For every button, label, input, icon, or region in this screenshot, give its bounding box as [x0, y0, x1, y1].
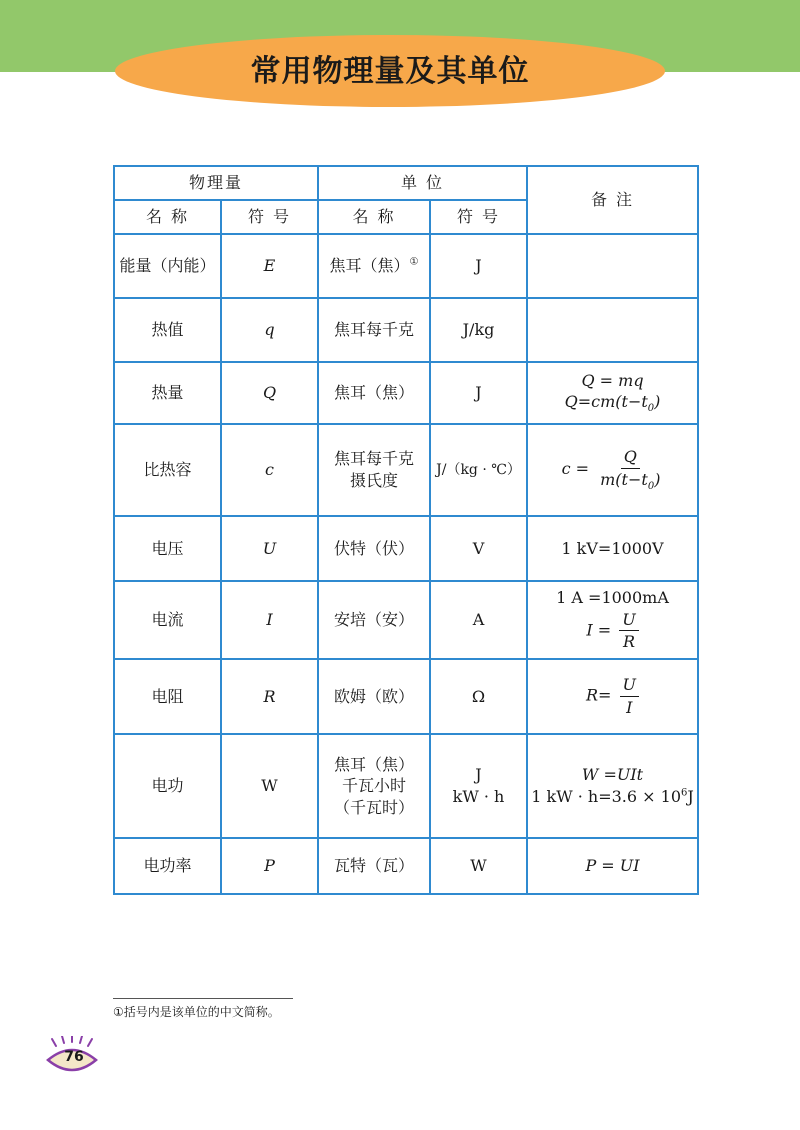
table-row	[114, 659, 698, 734]
unit-symbol: J/kg	[430, 298, 527, 362]
header-row-group	[114, 166, 698, 200]
table-row	[114, 581, 698, 659]
unit-symbol: J	[430, 362, 527, 424]
fraction-denominator: I	[626, 698, 633, 717]
remark	[527, 581, 698, 659]
quantity-name: 比热容	[114, 424, 221, 516]
quantity-name: 电阻	[114, 659, 221, 734]
unit-name: 瓦特（瓦）	[318, 838, 430, 894]
unit-name: 安培（安）	[318, 581, 430, 659]
unit-name: 焦耳（焦）	[318, 362, 430, 424]
unit-name-line: 摄氏度	[350, 471, 399, 490]
quantity-symbol: E	[221, 234, 318, 298]
header-quantity: 物理量	[114, 166, 318, 200]
formula-subscript: 0	[647, 403, 655, 415]
header-remark: 备 注	[527, 166, 698, 234]
formula-subscript: 0	[647, 481, 655, 493]
formula-text: Q=cm(t−t	[564, 392, 648, 412]
unit-name-line: 焦耳（焦）	[334, 754, 415, 774]
quantity-name: 电流	[114, 581, 221, 659]
unit-name-text: 焦耳（焦）	[329, 256, 410, 276]
quantity-symbol: c	[221, 424, 318, 516]
formula-line	[528, 786, 697, 808]
quantity-name: 能量（内能）	[114, 234, 221, 298]
formula-text: 1 kW · h=3.6 × 10	[531, 787, 681, 806]
formula-line	[528, 391, 697, 416]
units-table	[113, 165, 699, 895]
table-row	[114, 234, 698, 298]
unit-symbol-line: kW · h	[452, 787, 505, 806]
fraction	[620, 674, 639, 718]
fraction	[619, 609, 638, 653]
quantity-symbol: W	[221, 734, 318, 838]
quantity-name: 热值	[114, 298, 221, 362]
remark	[527, 734, 698, 838]
quantity-symbol: U	[221, 516, 318, 581]
fraction-numerator: U	[619, 609, 638, 632]
fraction	[597, 446, 663, 493]
formula-line: Q = mq	[581, 370, 644, 390]
remark	[527, 659, 698, 734]
formula-text: m(t−t	[600, 469, 648, 489]
page-title: 常用物理量及其单位	[250, 54, 530, 89]
unit-symbol-line: J	[475, 765, 482, 785]
remark	[527, 362, 698, 424]
formula-lhs: I =	[586, 620, 612, 640]
footnote-rule	[113, 998, 293, 999]
remark	[527, 424, 698, 516]
unit-name: 欧姆（欧）	[318, 659, 430, 734]
quantity-symbol: R	[221, 659, 318, 734]
quantity-name: 热量	[114, 362, 221, 424]
quantity-name: 电功	[114, 734, 221, 838]
header-unit-name: 名 称	[318, 200, 430, 234]
table-row	[114, 734, 698, 838]
table-row	[114, 362, 698, 424]
unit-name-line: （千瓦时）	[334, 797, 415, 817]
remark	[527, 234, 698, 298]
formula-lhs: R=	[586, 686, 612, 705]
header-unit: 单 位	[318, 166, 527, 200]
header-symbol: 符 号	[221, 200, 318, 234]
formula-line	[528, 609, 697, 653]
formula-text: )	[654, 392, 661, 412]
fraction-denominator: R	[622, 632, 635, 652]
quantity-symbol: Q	[221, 362, 318, 424]
quantity-symbol: P	[221, 838, 318, 894]
formula-line: 1 A =1000mA	[556, 588, 669, 608]
table-row	[114, 424, 698, 516]
unit-symbol: A	[430, 581, 527, 659]
title-banner	[115, 35, 665, 107]
formula-text: )	[654, 469, 661, 489]
unit-symbol	[430, 734, 527, 838]
unit-name: 焦耳每千克	[318, 298, 430, 362]
table-row	[114, 298, 698, 362]
formula-line: W =UIt	[581, 765, 644, 785]
formula-superscript: 6	[681, 787, 688, 799]
table-row	[114, 838, 698, 894]
quantity-name: 电压	[114, 516, 221, 581]
fraction-denominator	[597, 469, 663, 494]
formula-text: J	[687, 787, 694, 806]
unit-name: 伏特（伏）	[318, 516, 430, 581]
unit-name-line: 千瓦小时	[342, 776, 407, 796]
unit-name	[318, 234, 430, 298]
remark	[527, 298, 698, 362]
unit-symbol: J/（kg · ℃）	[430, 424, 527, 516]
unit-symbol: V	[430, 516, 527, 581]
remark: P = UI	[527, 838, 698, 894]
formula-lhs: c =	[561, 459, 590, 479]
unit-name	[318, 424, 430, 516]
quantity-symbol: I	[221, 581, 318, 659]
remark: 1 kV=1000V	[527, 516, 698, 581]
unit-symbol: W	[430, 838, 527, 894]
page-number: 76	[64, 1049, 84, 1065]
header-name: 名 称	[114, 200, 221, 234]
unit-name-line: 焦耳每千克	[334, 449, 415, 469]
unit-symbol: Ω	[430, 659, 527, 734]
footnote: ①括号内是该单位的中文简称。	[113, 1005, 280, 1019]
quantity-symbol: q	[221, 298, 318, 362]
quantity-name: 电功率	[114, 838, 221, 894]
table-row	[114, 516, 698, 581]
fraction-numerator: Q	[621, 446, 640, 469]
footnote-mark: ①	[409, 256, 419, 268]
fraction-numerator: U	[620, 674, 639, 697]
header-unit-symbol: 符 号	[430, 200, 527, 234]
unit-name	[318, 734, 430, 838]
unit-symbol: J	[430, 234, 527, 298]
